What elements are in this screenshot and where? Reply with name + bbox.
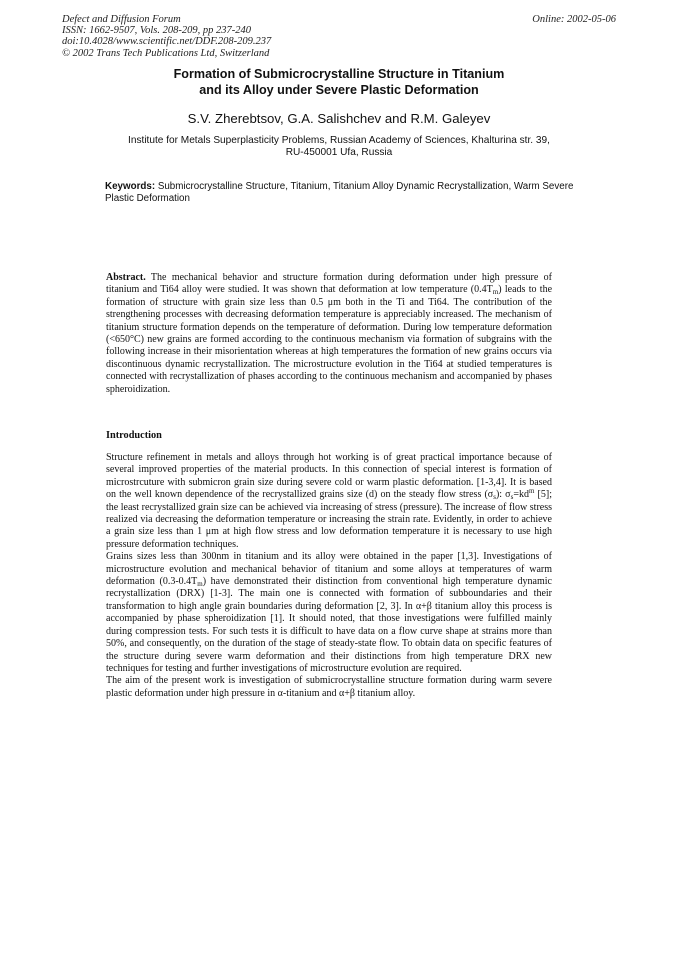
abstract — [106, 272, 552, 396]
intro-p1-text-a: Structure refinement in metals and alloys through hot working is of great practical importance because of several improved properties of the material products. In this connection of special interest is formation of microstrcuture with submicron grain size during severe cold or warm plastic deformation. [1-3,4]. It is based on the well known dependence of the recrystallized grains size (d) on the steady flow stress (σ — [106, 452, 552, 501]
online-date: Online: 2002-05-06 — [532, 14, 616, 25]
abstract-subscript: m — [492, 288, 499, 297]
intro-p2-sub: m — [197, 580, 203, 589]
abstract-text-2: ) leads to the formation of structure with grain size less than 0.5 μm both in the Ti and Ti64. The contribution of the strengthening processes with decreasing deformation temperature is appreciably increased. The mechanism of titanium structure formation depends on the temperature of deformation. During low temperature deformation (<650°C) new grains are formed according to the continuous mechanism via formation of subgrains with the following increase in their misorientation whereas at high temperatures the formation of new grains occurs via discontinuous dynamic recrystallization. The microstructure evolution in the Ti64 at studied temperatures is connected with recrystallization of phases according to the continuous mechanism and accompanied by phases spheroidization. — [106, 284, 553, 395]
intro-paragraph-2 — [106, 551, 552, 675]
intro-paragraph-1 — [106, 452, 552, 551]
keywords-text: Submicrocrystalline Structure, Titanium, Titanium Alloy Dynamic Recrystallization, Warm Severe Plastic Deformation — [105, 181, 574, 205]
authors: S.V. Zherebtsov, G.A. Salishchev and R.M. Galeyev — [187, 111, 491, 126]
copyright-line: © 2002 Trans Tech Publications Ltd, Switzerland — [62, 47, 270, 59]
intro-p1-sub-2: s — [510, 493, 514, 502]
affiliation-line-1: Institute for Metals Superplasticity Problems, Russian Academy of Sciences, Khalturina str. 39, — [128, 135, 550, 146]
intro-p2-text-a: Grains sizes less than 300nm in titanium and its alloy were obtained in the paper [1,3]. Investigations of microstructure evolution and mechanical behavior of titanium and some alloys at temperatures of warm deformation (0.3-0.4T — [106, 551, 552, 588]
intro-p1-sub-1: s — [493, 493, 496, 502]
intro-p1-text-d: [5]; the least recrystallized grain size can be achieved via increasing of stress (pressure). The increase of flow stress realized via decreasing the deformation temperature or increasing the strain rate. Evidently, in order to achieve a grain size less than 1 μm at high flow stress and low deformation temperature it is necessary to use high pressure deformation techniques. — [106, 489, 552, 550]
abstract-label: Abstract. — [106, 272, 146, 283]
intro-p1-sup: m — [528, 487, 535, 496]
affiliation — [80, 135, 598, 160]
keywords-label: Keywords: — [105, 181, 156, 192]
title-line-1: Formation of Submicrocrystalline Structure in Titanium — [173, 67, 505, 81]
intro-p1-text-b: ): σ — [495, 489, 511, 501]
intro-p1-text-c: =kd — [513, 489, 529, 501]
title-line-2: and its Alloy under Severe Plastic Deformation — [199, 82, 479, 97]
abstract-text-1: The mechanical behavior and structure formation during deformation under high pressure of titanium and Ti64 alloy were studied. It was shown that deformation at low temperature (0.4T — [106, 272, 552, 296]
issn-line: ISSN: 1662-9507, Vols. 208-209, pp 237-240 — [62, 25, 251, 37]
intro-p2-text-b: ) have demonstrated their distinction from conventional high temperature dynamic recrystallization (DRX) [1-3]. The main one is connected with formation of subboundaries and their transformation to high angle grain boundaries during deformation [2, 3]. In α+β titanium alloy this process is accompanied by phase spheroidization [1]. It should noted, that those investigations were fulfilled mainly during compression tests. For such tests it is difficult to have data on a flow curve shape at strains more than 50%, and consequently, on the duration of the stage of steady-state flow. To obtain data on specific features of the structure during severe warm deformation and their distinctions from high temperature DRX new techniques for testing and further investigations of microstructure evolution are required. — [106, 576, 552, 674]
journal-header — [62, 14, 482, 59]
doi-line: doi:10.4028/www.scientific.net/DDF.208-209.237 — [62, 36, 272, 48]
keywords — [105, 181, 575, 206]
introduction-heading: Introduction — [106, 430, 162, 441]
intro-paragraph-3: The aim of the present work is investigation of submicrocrystalline structure formation during warm severe plastic deformation under high pressure in α-titanium and α+β titanium alloy. — [106, 675, 552, 699]
affiliation-line-2: RU-450001 Ufa, Russia — [285, 147, 393, 159]
journal-name: Defect and Diffusion Forum — [62, 14, 181, 25]
paper-title — [100, 67, 578, 98]
introduction-body — [106, 452, 552, 700]
